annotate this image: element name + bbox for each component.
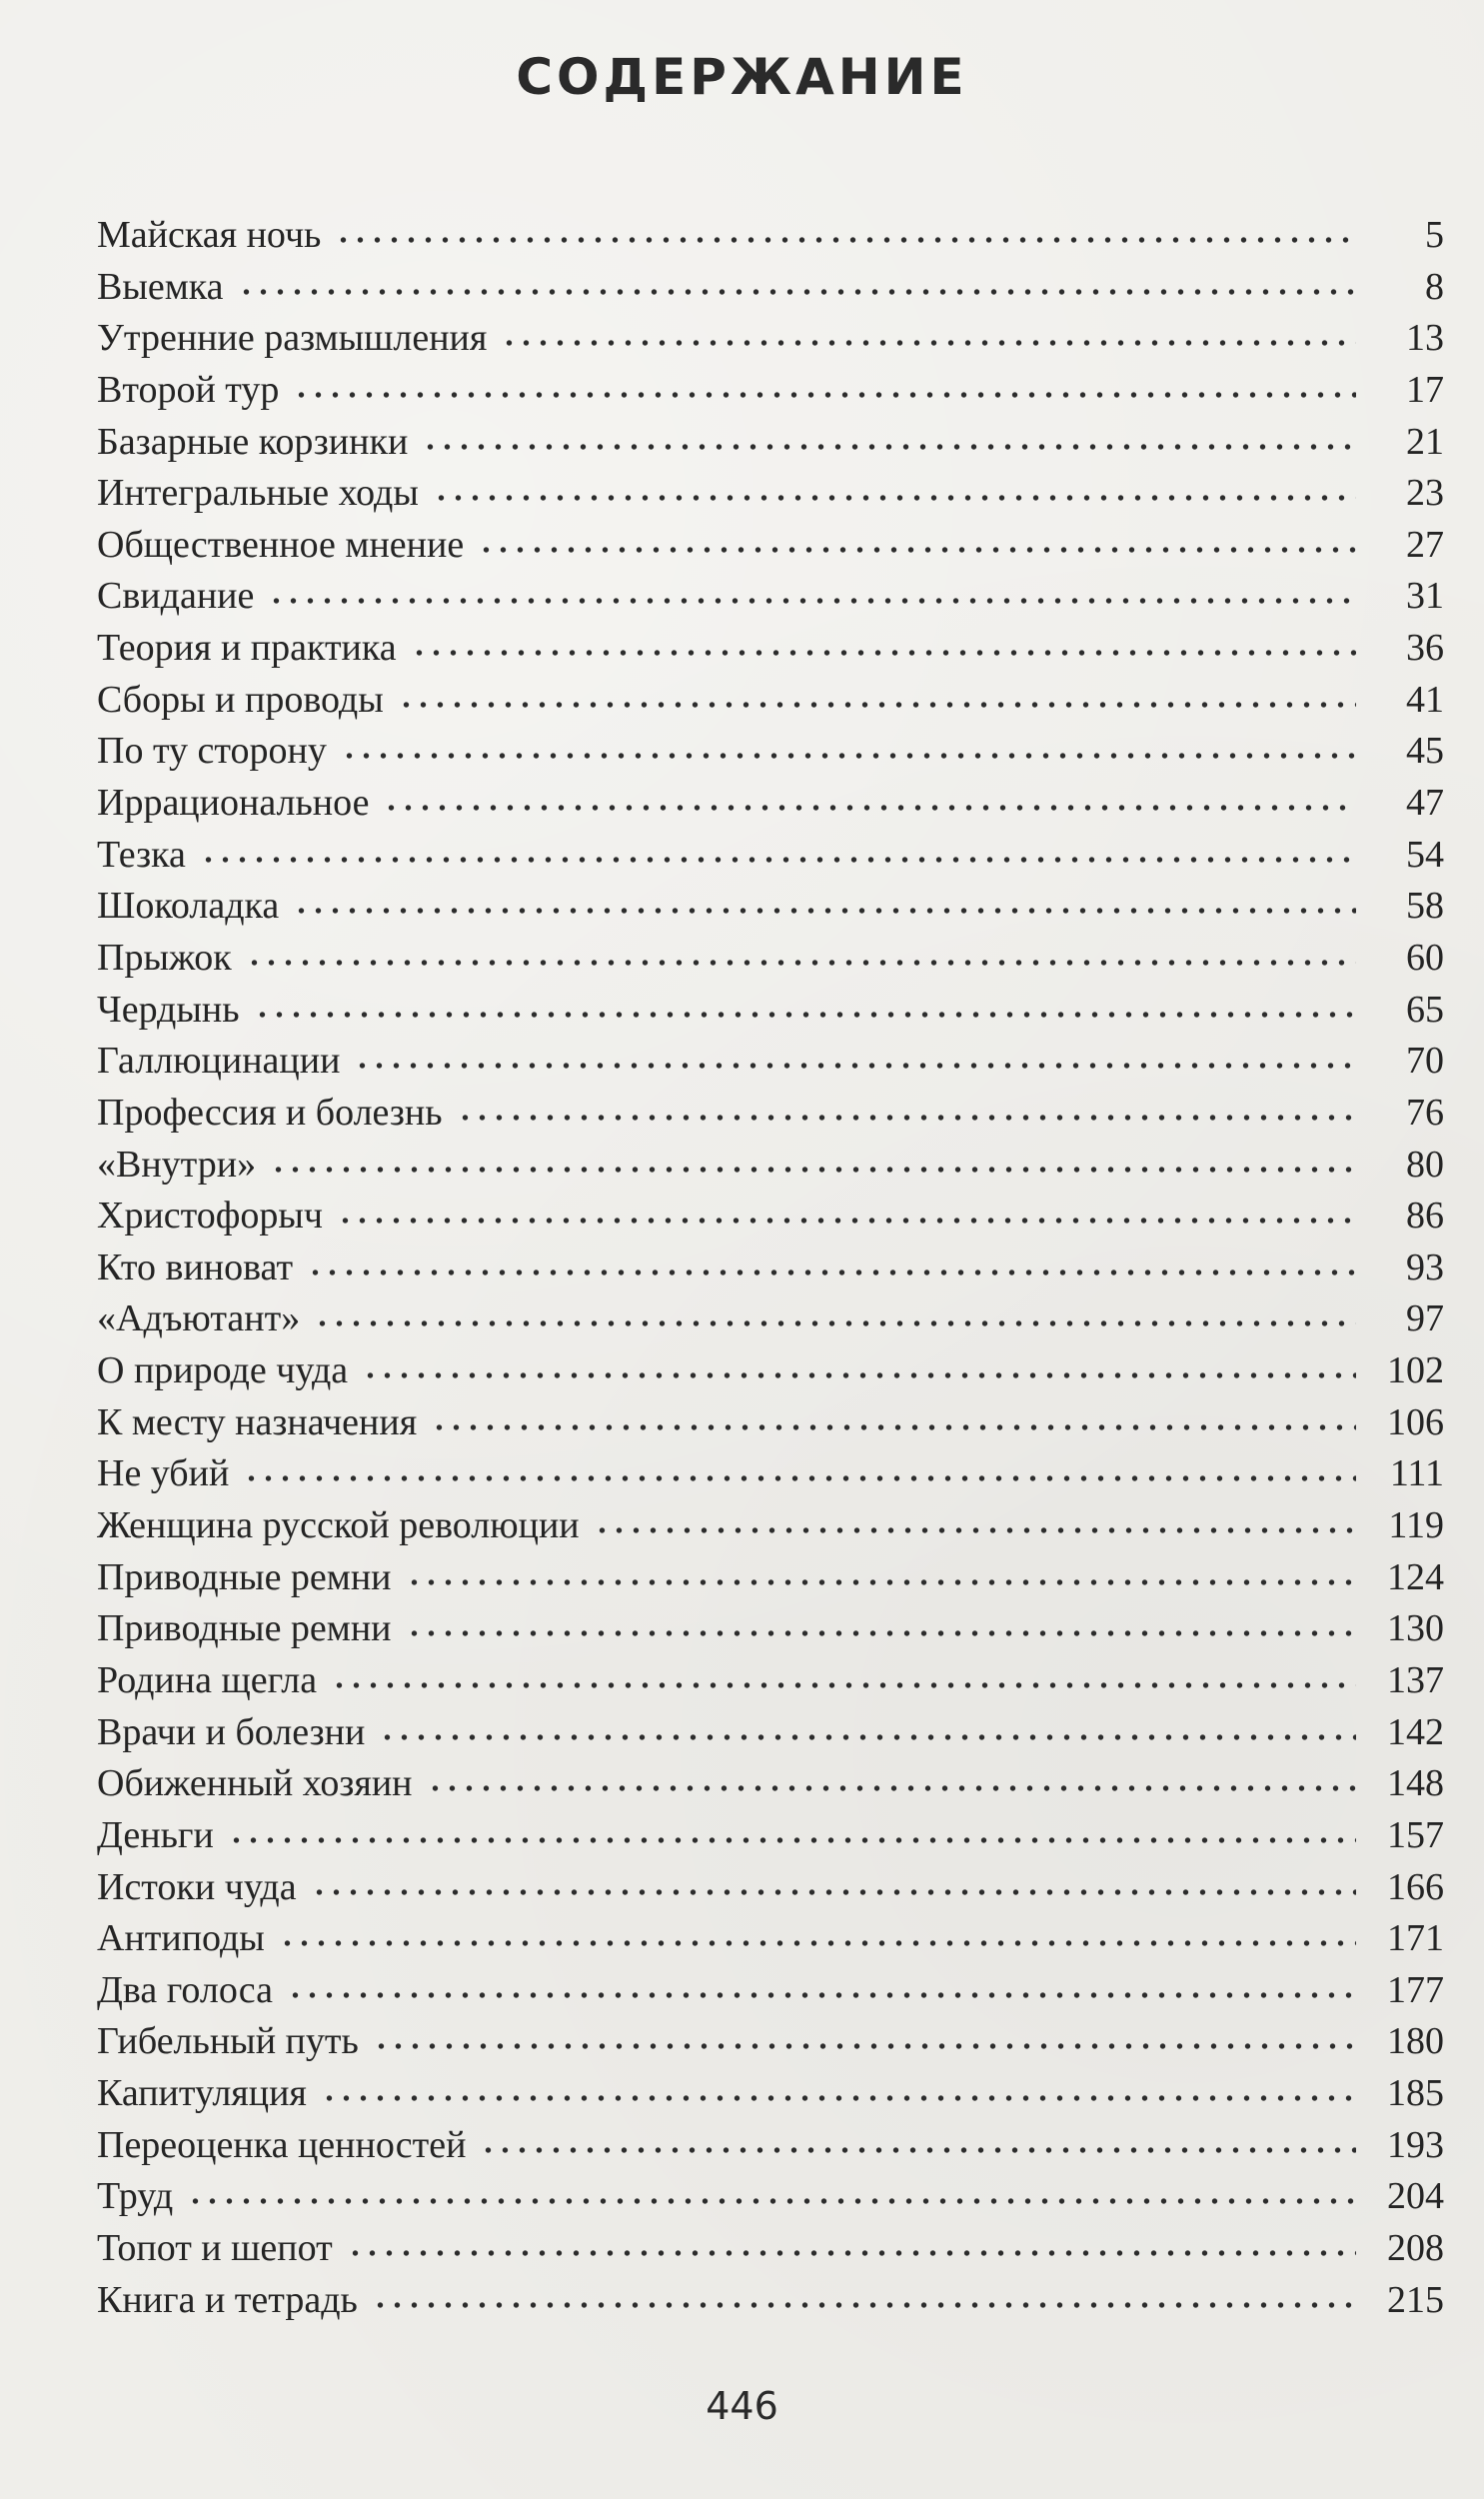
toc-entry (97, 1552, 1444, 1604)
toc-entry (97, 2120, 1444, 2172)
toc-entry-title: К месту назначения (97, 1400, 418, 1443)
toc-entry-title: Книга и тетрадь (97, 2278, 358, 2321)
dot-leader (480, 2145, 1356, 2155)
toc-entry-title: По ту сторону (97, 730, 327, 773)
toc-entry (97, 1810, 1444, 1862)
dot-leader (406, 1577, 1356, 1587)
toc-entry-title: Не убий (97, 1452, 230, 1495)
dot-leader (373, 2041, 1356, 2051)
toc-entry-page: 93 (1406, 1246, 1444, 1288)
toc-entry-page: 124 (1387, 1555, 1444, 1598)
toc-entry-title: Майская ночь (97, 214, 322, 256)
toc-entry-page: 204 (1387, 2175, 1444, 2218)
toc-entry-title: Прыжок (97, 936, 232, 979)
toc-entry (97, 468, 1444, 520)
dot-leader (268, 596, 1356, 606)
toc-entry-page: 208 (1387, 2226, 1444, 2269)
toc-entry-page: 76 (1406, 1091, 1444, 1134)
toc-entry-title: Сборы и проводы (97, 678, 384, 721)
toc-entry-page: 21 (1406, 420, 1444, 463)
toc-entry (97, 1707, 1444, 1759)
toc-entry-title: «Внутри» (97, 1143, 257, 1186)
dot-leader (311, 1887, 1356, 1897)
dot-leader (187, 2196, 1356, 2206)
toc-entry (97, 1088, 1444, 1140)
toc-entry-page: 47 (1406, 782, 1444, 825)
toc-entry-title: Чердынь (97, 988, 240, 1031)
toc-entry (97, 1965, 1444, 2017)
toc-entry-title: Выемка (97, 265, 224, 308)
toc-entry-page: 80 (1406, 1143, 1444, 1186)
dot-leader (379, 1732, 1356, 1742)
toc-entry-title: Свидание (97, 575, 255, 618)
toc-entry (97, 1191, 1444, 1243)
toc-entry-title: Кто виноват (97, 1246, 294, 1288)
toc-entry (97, 985, 1444, 1037)
toc-entry-title: Приводные ремни (97, 1555, 392, 1598)
toc-entry-page: 54 (1406, 833, 1444, 876)
dot-leader (279, 1938, 1356, 1948)
toc-entry-page: 215 (1387, 2278, 1444, 2321)
toc-entry-title: Два голоса (97, 1968, 273, 2011)
toc-entry (97, 1862, 1444, 1914)
toc-entry (97, 2171, 1444, 2223)
toc-entry-page: 31 (1406, 575, 1444, 618)
toc-entry-page: 60 (1406, 936, 1444, 979)
page-title: СОДЕРЖАНИЕ (516, 48, 968, 106)
toc-entry-page: 23 (1406, 472, 1444, 515)
toc-entry-title: Теория и практика (97, 627, 397, 670)
toc-entry-title: Профессия и болезнь (97, 1091, 443, 1134)
toc-entry-page: 41 (1406, 678, 1444, 721)
toc-entry-page: 27 (1406, 523, 1444, 566)
dot-leader (287, 1990, 1356, 2000)
toc-entry-page: 45 (1406, 730, 1444, 773)
toc-entry (97, 313, 1444, 365)
toc-entry (97, 1036, 1444, 1088)
dot-leader (422, 442, 1356, 452)
toc-entry-title: Деньги (97, 1813, 214, 1856)
toc-entry-title: Христофорыч (97, 1195, 324, 1238)
toc-entry-page: 97 (1406, 1297, 1444, 1340)
toc-entry-title: Интегральные ходы (97, 472, 419, 515)
dot-leader (200, 855, 1356, 865)
toc-entry (97, 417, 1444, 469)
dot-leader (331, 1680, 1356, 1690)
dot-leader (254, 1010, 1356, 1020)
toc-entry-title: О природе чуда (97, 1349, 349, 1392)
toc-entry-page: 86 (1406, 1195, 1444, 1238)
toc-entry (97, 1448, 1444, 1500)
dot-leader (354, 1061, 1356, 1071)
toc-entry (97, 1913, 1444, 1965)
toc-entry (97, 1140, 1444, 1192)
dot-leader (238, 287, 1356, 297)
dot-leader (362, 1370, 1356, 1380)
toc-entry-page: 171 (1387, 1917, 1444, 1960)
dot-leader (433, 493, 1356, 503)
toc-entry (97, 2223, 1444, 2275)
toc-entry (97, 726, 1444, 778)
dot-leader (321, 2093, 1356, 2103)
toc-entry-title: «Адъютант» (97, 1297, 301, 1340)
toc-entry-page: 166 (1387, 1865, 1444, 1908)
toc-entry (97, 881, 1444, 933)
dot-leader (270, 1165, 1356, 1175)
toc-entry-title: Истоки чуда (97, 1865, 297, 1908)
dot-leader (427, 1783, 1357, 1793)
toc-entry-page: 17 (1406, 368, 1444, 411)
toc-entry-page: 148 (1387, 1762, 1444, 1805)
toc-entry-title: Антиподы (97, 1917, 265, 1960)
dot-leader (243, 1473, 1356, 1483)
toc-entry-page: 36 (1406, 627, 1444, 670)
toc-entry-page: 137 (1387, 1658, 1444, 1701)
toc-entry-page: 70 (1406, 1040, 1444, 1083)
toc-entry-page: 13 (1406, 317, 1444, 360)
toc-entry-title: Приводные ремни (97, 1607, 392, 1650)
toc-entry (97, 262, 1444, 314)
toc-entry-title: Шоколадка (97, 885, 280, 928)
dot-leader (372, 2300, 1356, 2310)
toc-entry-title: Утренние размышления (97, 317, 488, 360)
toc-entry (97, 778, 1444, 830)
dot-leader (228, 1835, 1356, 1845)
toc-entry-page: 119 (1388, 1504, 1444, 1547)
toc-entry-title: Иррациональное (97, 782, 370, 825)
toc-entry-title: Галлюцинации (97, 1040, 341, 1083)
toc-entry-title: Гибельный путь (97, 2020, 359, 2063)
toc-entry (97, 675, 1444, 727)
toc-entry (97, 1500, 1444, 1552)
toc-entry-page: 102 (1387, 1349, 1444, 1392)
toc-entry-title: Топот и шепот (97, 2226, 333, 2269)
toc-entry (97, 1758, 1444, 1810)
toc-entry-title: Общественное мнение (97, 523, 465, 566)
table-of-contents (97, 210, 1444, 2326)
toc-entry (97, 830, 1444, 882)
toc-entry-title: Врачи и болезни (97, 1710, 366, 1753)
toc-entry-page: 180 (1387, 2020, 1444, 2063)
dot-leader (341, 751, 1356, 761)
toc-entry (97, 1345, 1444, 1397)
dot-leader (347, 2248, 1356, 2258)
dot-leader (293, 906, 1356, 916)
toc-entry (97, 1603, 1444, 1655)
toc-entry-title: Женщина русской революции (97, 1504, 580, 1547)
dot-leader (594, 1525, 1356, 1535)
dot-leader (335, 235, 1356, 245)
dot-leader (383, 803, 1356, 813)
toc-entry (97, 571, 1444, 623)
dot-leader (411, 648, 1356, 658)
dot-leader (314, 1318, 1356, 1328)
toc-entry-page: 5 (1425, 214, 1444, 256)
toc-entry-page: 106 (1387, 1400, 1444, 1443)
toc-entry-title: Тезка (97, 833, 186, 876)
dot-leader (246, 958, 1356, 968)
toc-entry-page: 130 (1387, 1607, 1444, 1650)
toc-entry (97, 2068, 1444, 2120)
toc-entry (97, 1293, 1444, 1345)
toc-entry (97, 2016, 1444, 2068)
toc-entry-page: 185 (1387, 2072, 1444, 2115)
toc-entry-title: Капитуляция (97, 2072, 307, 2115)
toc-entry-title: Второй тур (97, 368, 280, 411)
dot-leader (501, 338, 1356, 348)
page-number: 446 (706, 2384, 778, 2428)
toc-entry-title: Переоценка ценностей (97, 2123, 467, 2166)
toc-entry (97, 933, 1444, 985)
toc-entry (97, 1655, 1444, 1707)
dot-leader (478, 545, 1356, 555)
toc-entry (97, 623, 1444, 675)
toc-entry (97, 1243, 1444, 1294)
toc-entry (97, 2275, 1444, 2327)
dot-leader (307, 1267, 1356, 1277)
dot-leader (457, 1113, 1356, 1123)
toc-entry-title: Родина щегла (97, 1658, 318, 1701)
toc-entry-page: 157 (1387, 1813, 1444, 1856)
dot-leader (406, 1628, 1356, 1638)
toc-entry-page: 58 (1406, 885, 1444, 928)
toc-entry (97, 210, 1444, 262)
toc-entry-page: 65 (1406, 988, 1444, 1031)
toc-entry (97, 520, 1444, 572)
toc-entry-page: 142 (1387, 1710, 1444, 1753)
dot-leader (337, 1216, 1356, 1226)
dot-leader (293, 390, 1356, 400)
dot-leader (398, 700, 1356, 710)
dot-leader (431, 1422, 1356, 1432)
toc-entry-title: Базарные корзинки (97, 420, 409, 463)
toc-entry-page: 177 (1387, 1968, 1444, 2011)
toc-entry (97, 1397, 1444, 1449)
toc-entry (97, 365, 1444, 417)
toc-entry-page: 8 (1425, 265, 1444, 308)
toc-entry-title: Труд (97, 2175, 174, 2218)
toc-entry-page: 111 (1389, 1452, 1444, 1495)
toc-entry-title: Обиженный хозяин (97, 1762, 413, 1805)
toc-entry-page: 193 (1387, 2123, 1444, 2166)
